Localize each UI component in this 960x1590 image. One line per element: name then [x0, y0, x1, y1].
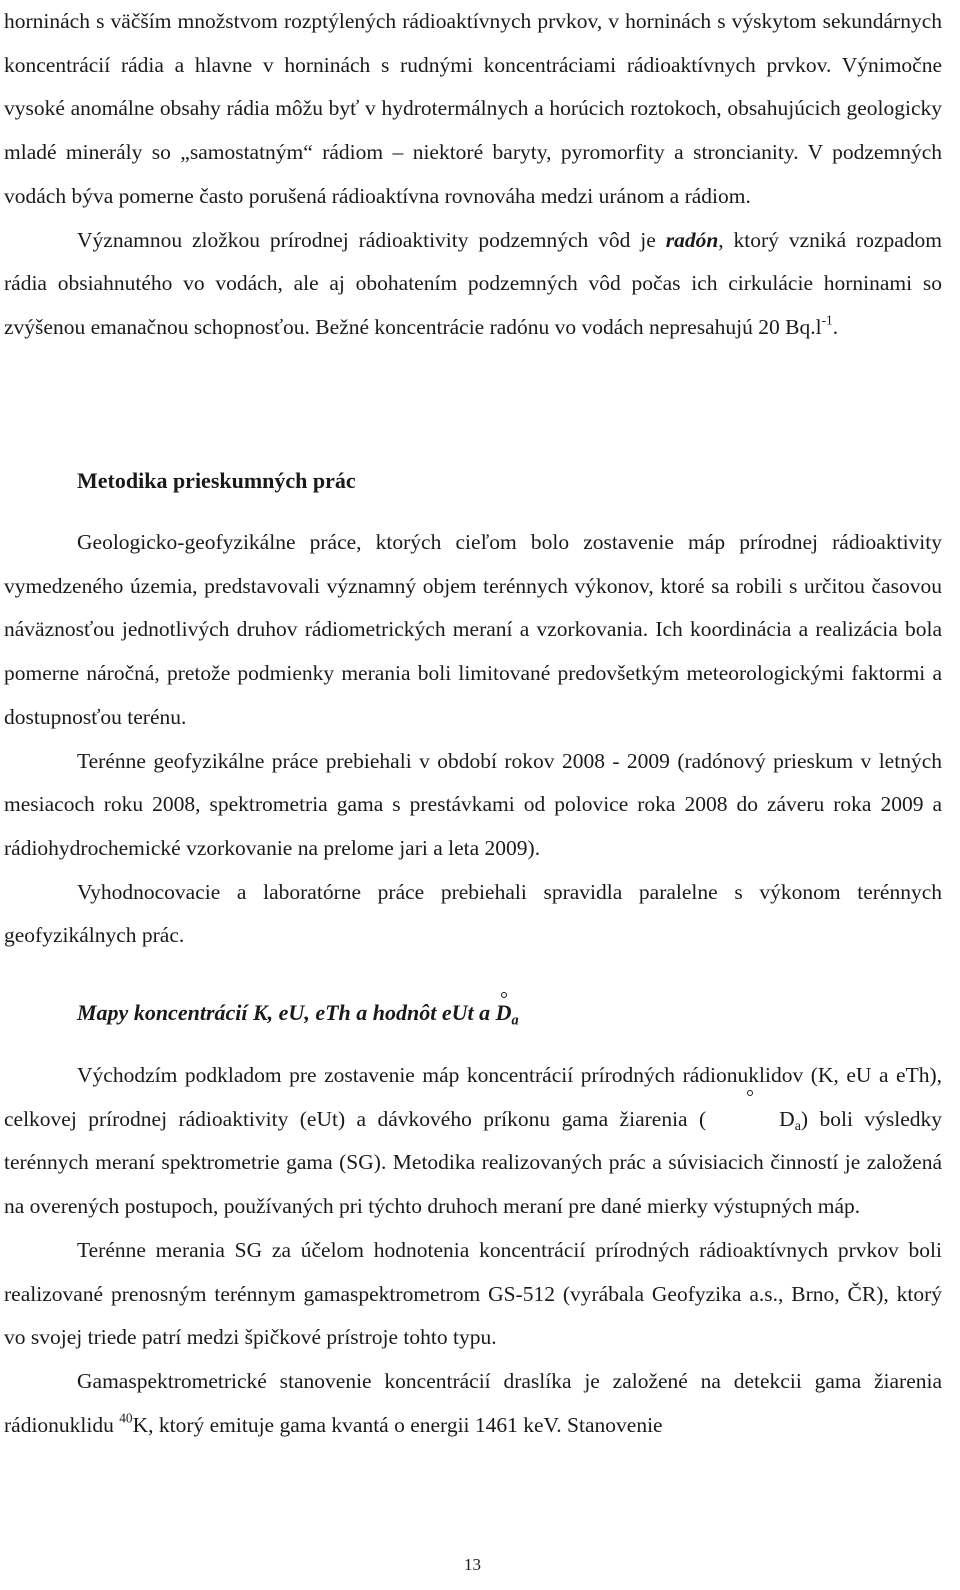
superscript: 40 [119, 1410, 133, 1426]
page-number: 13 [464, 1555, 481, 1574]
paragraph: Geologicko-geofyzikálne práce, ktorých cieľom bolo zostavenie máp prírodnej rádioaktivity vymedzeného územia, predstavovali významný objem terénnych výkonov, ktoré sa robili s určitou časovou náväznosťou jednotlivých druhov rádiometrických meraní a vzorkovania. Ich koordinácia a realizácia bola pomerne náročná, pretože podmienky merania boli limitované predovšetkým meteorologickými faktormi a dostupnosťou terénu. [4, 530, 942, 729]
paragraph: Terénne geofyzikálne práce prebiehali v období rokov 2008 - 2009 (radónový prieskum v letných mesiacoch roku 2008, spektrometria gama s prestávkami od polovice roka 2008 do záveru roka 2009 a rádiohydrochemické vzorkovanie na prelome jari a leta 2009). [4, 748, 942, 860]
superscript: -1 [821, 312, 833, 328]
dose-rate-symbol: D [495, 1000, 512, 1025]
text-run: Východzím podkladom pre zostavenie máp koncentrácií prírodných rádionuklidov (K, eU a eTh), celkovej prírodnej rádioaktivity (eUt) a dávkového príkonu gama žiarenia ( [4, 1063, 942, 1131]
heading-text: Mapy koncentrácií K, eU, eTh a hodnôt eUt a [77, 1000, 496, 1025]
subscript: a [794, 1118, 801, 1134]
text-run: K, ktorý emituje gama kvantá o energii 1461 keV. Stanovenie [132, 1412, 663, 1437]
section2-body [4, 1054, 942, 1447]
section-heading-methodology: Metodika prieskumných prác [77, 468, 356, 493]
intro-block [4, 0, 942, 350]
section-heading-maps [77, 1000, 519, 1029]
text-run: . [832, 314, 839, 339]
paragraph: Terénne merania SG za účelom hodnotenia koncentrácií prírodných rádioaktívnych prvkov boli realizované prenosným terénnym gamaspektrometrom GS-512 (vyrábala Geofyzika a.s., Brno, ČR), ktorý vo svojej triede patrí medzi špičkové prístroje tohto typu. [4, 1237, 942, 1350]
text-run: ) boli výsledky terénnych meraní spektrometrie gama (SG). Metodika realizovaných prác a súvisiacich činností je založená na overených postupoch, používaných pri týchto druhoch meraní pre dané mierky výstupných máp. [4, 1106, 942, 1219]
intro-paragraph-1: horninách s väčším množstvom rozptýlených rádioaktívnych prvkov, v horninách s výskytom sekundárnych koncentrácií rádia a hlavne v horninách s rudnými koncentráciami rádioaktívnych prvkov. Výnimočne vysoké anomálne obsahy rádia môžu byť v hydrotermálnych a horúcich roztokoch, obsahujúcich geologicky mladé minerály so „samostatným“ rádiom – niektoré baryty, pyromorfity a stroncianity. V podzemných vodách býva pomerne často porušená rádioaktívna rovnováha medzi uránom a rádiom. [4, 9, 942, 208]
subscript: a [511, 1012, 519, 1029]
paragraph [4, 1054, 942, 1229]
text-run: , ktorý vzniká rozpadom rádia obsiahnutého vo vodách, ale aj obohatením podzemných vôd počas ich cirkulácie horninami so zvýšenou emanačnou schopnosťou. Bežné koncentrácie radónu vo vodách nepresahujú 20 Bq.l [4, 227, 942, 339]
emphasis-radon: radón [665, 227, 719, 252]
text-run: Gamaspektrometrické stanovenie koncentrácií draslíka je založené na detekcii gama žiarenia rádionuklidu [4, 1368, 942, 1437]
section1-body [4, 521, 942, 958]
intro-paragraph-2 [4, 219, 942, 350]
dose-rate-symbol: D [706, 1098, 795, 1142]
text-run: Významnou zložkou prírodnej rádioaktivity podzemných vôd je [77, 227, 666, 252]
paragraph: Vyhodnocovacie a laboratórne práce prebiehali spravidla paralelne s výkonom terénnych geofyzikálnych prác. [4, 879, 942, 948]
paragraph [4, 1360, 942, 1447]
